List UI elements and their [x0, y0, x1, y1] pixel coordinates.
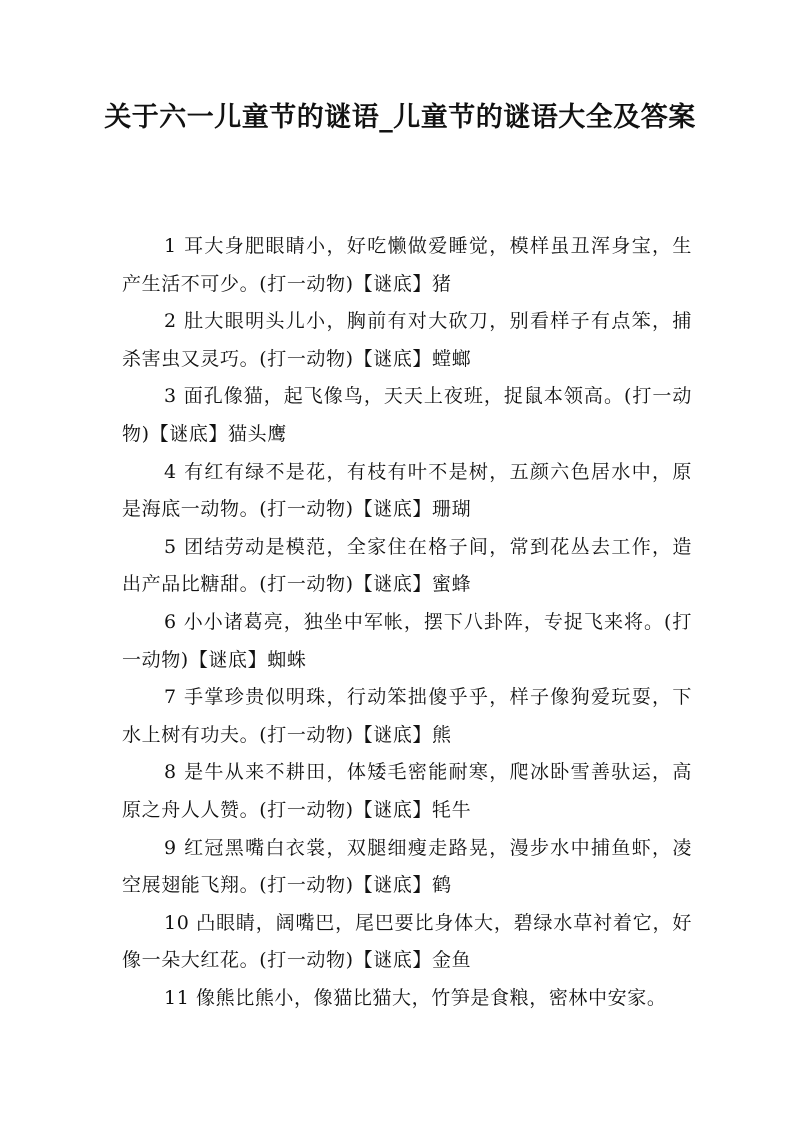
riddle-paragraph-7: 7 手掌珍贵似明珠，行动笨拙傻乎乎，样子像狗爱玩耍，下水上树有功夫。(打一动物)【谜底】熊: [122, 686, 692, 746]
riddle-paragraph-8: 8 是牛从来不耕田，体矮毛密能耐寒，爬冰卧雪善驮运，高原之舟人人赞。(打一动物)【谜底】牦牛: [122, 761, 692, 821]
riddle-paragraph-6: 6 小小诸葛亮，独坐中军帐，摆下八卦阵，专捉飞来将。(打一动物)【谜底】蜘蛛: [122, 610, 692, 671]
riddle-paragraph-3: 3 面孔像猫，起飞像鸟，天天上夜班，捉鼠本领高。(打一动物)【谜底】猫头鹰: [122, 385, 692, 445]
riddle-paragraph-10: 10 凸眼睛，阔嘴巴，尾巴要比身体大，碧绿水草衬着它，好像一朵大红花。(打一动物)【谜底】金鱼: [122, 911, 692, 972]
riddle-paragraph-1: 1 耳大身肥眼睛小，好吃懒做爱睡觉，模样虽丑浑身宝，生产生活不可少。(打一动物)【谜底】猪: [122, 235, 692, 295]
riddle-paragraph-2: 2 肚大眼明头儿小，胸前有对大砍刀，别看样子有点笨，捕杀害虫又灵巧。(打一动物)【谜底】螳螂: [122, 310, 692, 370]
riddle-paragraph-5: 5 团结劳动是模范，全家住在格子间，常到花丛去工作，造出产品比糖甜。(打一动物)【谜底】蜜蜂: [122, 535, 692, 596]
document-body: [122, 228, 692, 1017]
riddle-paragraph-9: 9 红冠黑嘴白衣裳，双腿细瘦走路晃，漫步水中捕鱼虾，凌空展翅能飞翔。(打一动物)【谜底】鹤: [122, 836, 692, 897]
document-title: 关于六一儿童节的谜语_儿童节的谜语大全及答案: [104, 102, 696, 133]
riddle-paragraph-11: 11 像熊比熊小，像猫比猫大，竹笋是食粮，密林中安家。: [164, 986, 667, 1009]
riddle-paragraph-4: 4 有红有绿不是花，有枝有叶不是树，五颜六色居水中，原是海底一动物。(打一动物)【谜底】珊瑚: [122, 460, 692, 521]
